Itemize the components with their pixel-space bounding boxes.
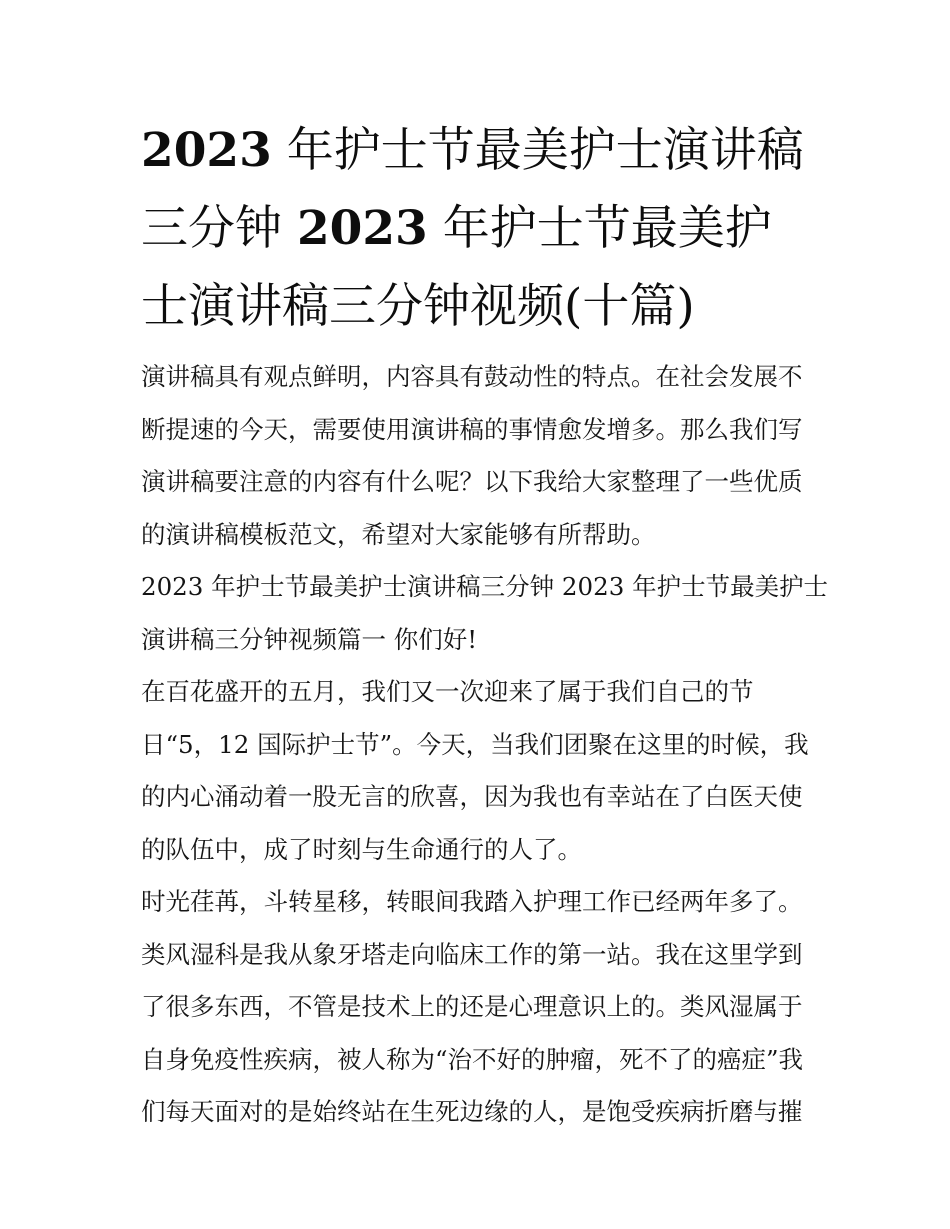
body-line: 的内心涌动着一股无言的欣喜，因为我也有幸站在了白医天使 (141, 782, 803, 811)
document-body (141, 351, 829, 1139)
body-line: 时光荏苒，斗转星移，转眼间我踏入护理工作已经两年多了。 (141, 887, 803, 916)
body-line: 的演讲稿模板范文，希望对大家能够有所帮助。 (141, 519, 656, 549)
body-line: 的队伍中，成了时刻与生命通行的人了。 (141, 834, 582, 864)
title-line (141, 268, 813, 346)
body-line: 在百花盛开的五月，我们又一次迎来了属于我们自己的节 (141, 677, 754, 706)
document-content (141, 112, 829, 1139)
title-text: 年护士节最美护士演讲稿 (271, 123, 804, 178)
body-line: 类风湿科是我从象牙塔走向临床工作的第一站。我在这里学到 (141, 939, 803, 969)
title-year: 2023 (141, 123, 272, 178)
title-year: 2023 (296, 201, 428, 256)
body-line: 演讲稿要注意的内容有什么呢？以下我给大家整理了一些优质 (141, 467, 803, 496)
body-line: 了很多东西，不管是技术上的还是心理意识上的。类风湿属于 (141, 992, 803, 1021)
body-line: 2023 年护士节最美护士演讲稿三分钟 2023 年护士节最美护士 (141, 572, 829, 601)
document-title (141, 112, 813, 346)
body-line: 演讲稿具有观点鲜明，内容具有鼓动性的特点。在社会发展不 (141, 362, 803, 391)
body-line: 们每天面对的是始终站在生死边缘的人，是饱受疾病折磨与摧 (141, 1097, 803, 1126)
title-line (141, 112, 813, 190)
body-line: 演讲稿三分钟视频篇一 你们好! (141, 624, 478, 654)
body-line: 断提速的今天，需要使用演讲稿的事情愈发增多。那么我们写 (141, 414, 803, 444)
title-line (141, 190, 813, 268)
body-line: 日“5，12 国际护士节”。今天，当我们团聚在这里的时候，我 (141, 729, 809, 759)
title-text: 三分钟 (141, 201, 297, 256)
title-text: 士演讲稿三分钟视频(十篇) (141, 279, 695, 334)
body-line: 自身免疫性疾病，被人称为“治不好的肿瘤，死不了的癌症”我 (141, 1044, 804, 1074)
title-text: 年护士节最美护 (427, 201, 772, 256)
